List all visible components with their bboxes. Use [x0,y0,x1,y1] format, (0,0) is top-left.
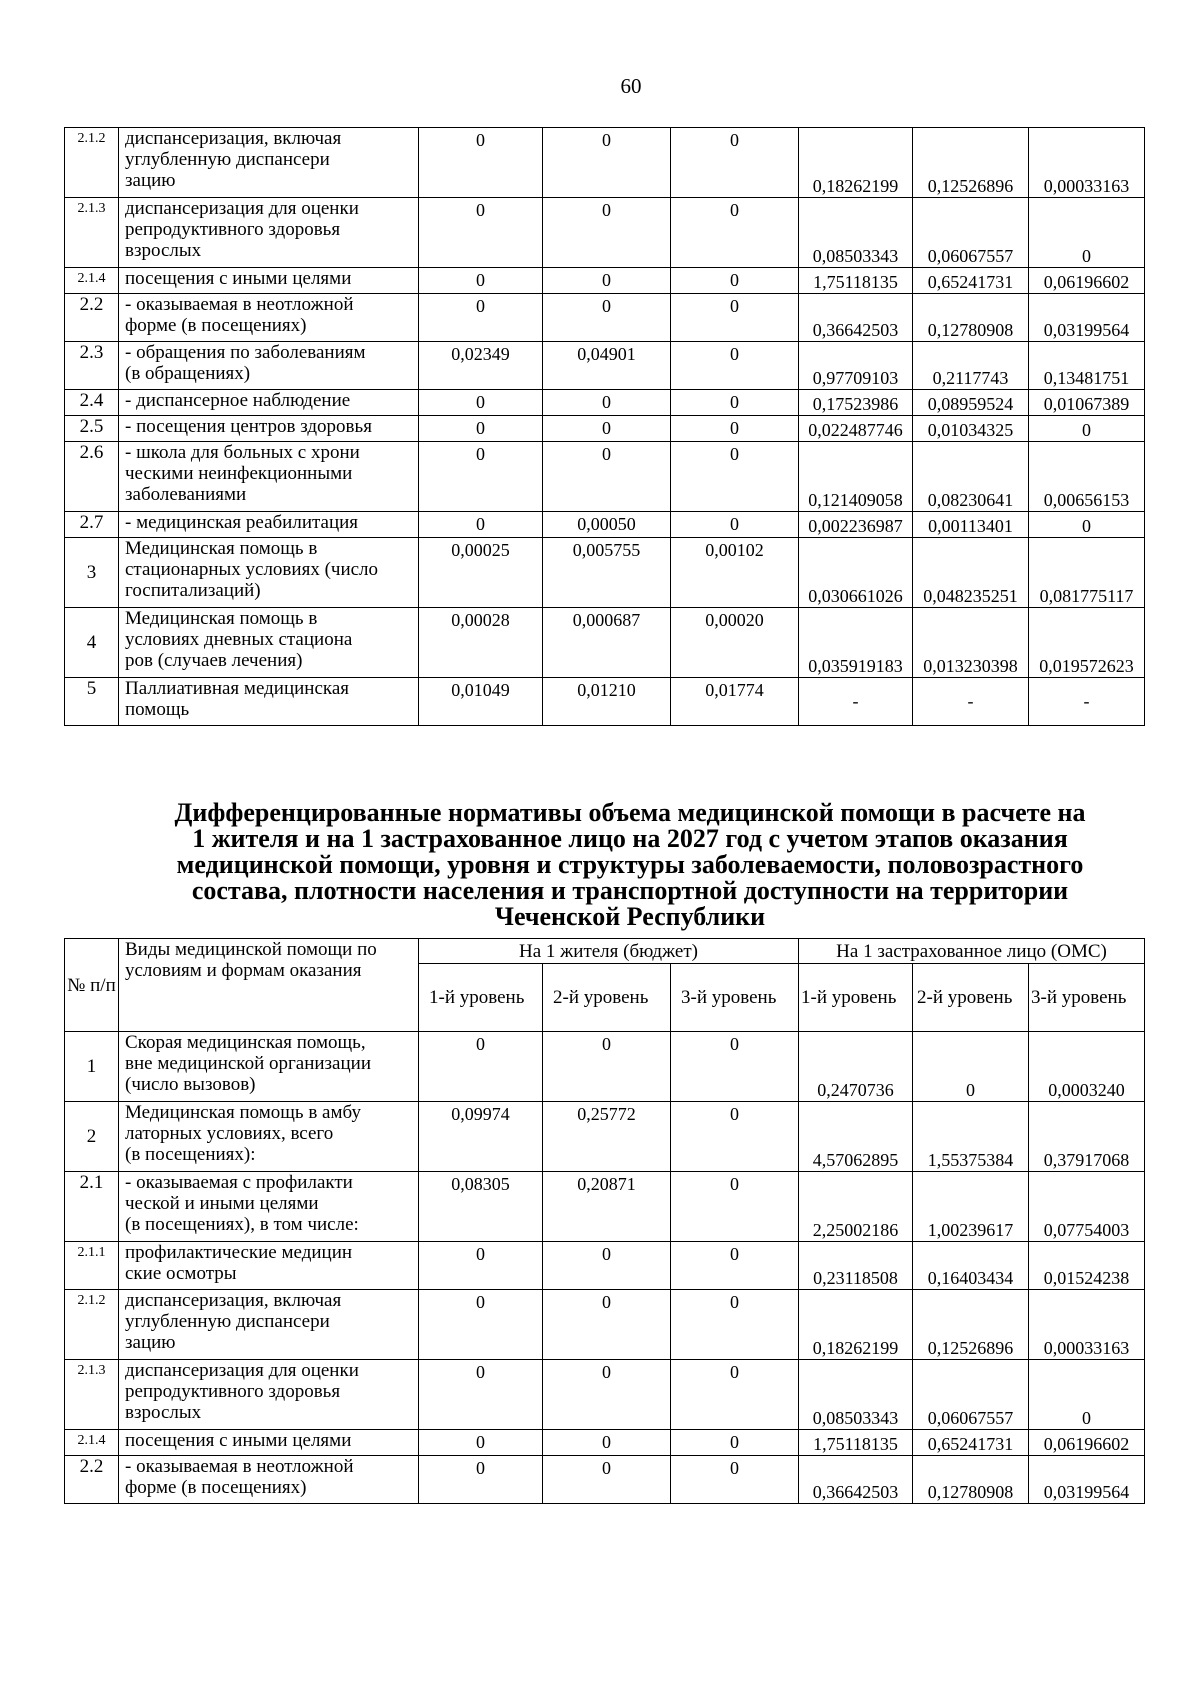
budget-level-1-value: 0,01049 [419,678,543,726]
budget-level-2-value: 0 [543,268,671,294]
budget-level-2-value: 0,005755 [543,538,671,608]
oms-level-1-value: 0,18262199 [799,128,913,198]
budget-level-2-value: 0 [543,1360,671,1430]
row-number: 2 [65,1102,119,1172]
row-number: 2.1.4 [65,268,119,294]
row-name [119,1430,419,1456]
budget-level-1-value: 0 [419,1360,543,1430]
row-name-line: стационарных условиях (число [125,559,379,580]
budget-level-1-value: 0 [419,1456,543,1504]
oms-level-2-value: 0,08959524 [913,390,1029,416]
row-number: 2.7 [65,512,119,538]
oms-level-3-value: 0,00033163 [1029,1290,1145,1360]
row-name-line: вне медицинской организации [125,1053,371,1074]
row-name-line: зацию [125,170,176,191]
table-row [65,678,1145,726]
oms-level-2-value: 1,00239617 [913,1172,1029,1242]
budget-level-1-value: 0 [419,1430,543,1456]
oms-level-1-value: 0,002236987 [799,512,913,538]
row-name [119,442,419,512]
budget-level-3-value: 0 [671,1360,799,1430]
oms-level-2-value: 0,06067557 [913,1360,1029,1430]
row-number: 2.1.2 [65,128,119,198]
budget-level-1-value: 0,08305 [419,1172,543,1242]
title-line: медицинской помощи, уровня и структуры заболеваемости, половозрастного [176,850,1084,879]
page-number: 60 [620,74,642,98]
oms-level-2-value: 0,12780908 [913,1456,1029,1504]
row-name-line: ские осмотры [125,1263,237,1284]
budget-level-3-value: 0,01774 [671,678,799,726]
oms-level-2-value: 0,12780908 [913,294,1029,342]
budget-level-2-value: 0,01210 [543,678,671,726]
oms-level-3-value: 0 [1029,416,1145,442]
table-row [65,128,1145,198]
row-name-line: ческими неинфекционными [125,463,353,484]
oms-level-1-value: 0,36642503 [799,1456,913,1504]
budget-level-2-value: 0 [543,198,671,268]
oms-level-1-value: - [799,678,913,726]
row-name [119,678,419,726]
row-name-line: - обращения по заболеваниям [125,342,366,363]
row-name-line: заболеваниями [125,484,247,505]
volume-table-2027 [64,938,1145,1504]
oms-level-3-value: 0,01524238 [1029,1242,1145,1290]
oms-level-1-value: 0,08503343 [799,198,913,268]
budget-level-1-value: 0 [419,198,543,268]
row-number: 2.1.4 [65,1430,119,1456]
table-row [65,608,1145,678]
row-name [119,390,419,416]
row-name [119,538,419,608]
row-name [119,1456,419,1504]
row-name-line: репродуктивного здоровья [125,219,341,240]
table-row [65,416,1145,442]
oms-level-1-value: 0,23118508 [799,1242,913,1290]
row-name-line: форме (в посещениях) [125,315,307,336]
budget-level-3-value: 0 [671,416,799,442]
row-name-line: Паллиативная медицинская [125,678,350,699]
oms-level-3-value: 0 [1029,198,1145,268]
table-row [65,512,1145,538]
oms-level-1-value: 0,17523986 [799,390,913,416]
budget-level-1-value: 0 [419,442,543,512]
table-row [65,1430,1145,1456]
volume-table-2026-continued [64,127,1145,726]
oms-level-3-value: 0,37917068 [1029,1102,1145,1172]
budget-level-1-value: 0 [419,512,543,538]
budget-level-2-value: 0 [543,416,671,442]
budget-level-1-value: 0 [419,416,543,442]
oms-level-2-value: 0,00113401 [913,512,1029,538]
row-number: 2.1.3 [65,198,119,268]
oms-level-2-value: 0,06067557 [913,198,1029,268]
header-budget-group: На 1 жителя (бюджет) [419,939,799,964]
budget-level-1-value: 0,00025 [419,538,543,608]
section-title [110,800,1150,930]
budget-level-1-value: 0 [419,390,543,416]
budget-level-2-value: 0,20871 [543,1172,671,1242]
oms-level-2-value: 0,16403434 [913,1242,1029,1290]
budget-level-2-value: 0 [543,1456,671,1504]
oms-level-1-value: 1,75118135 [799,1430,913,1456]
row-name-line: - медицинская реабилитация [125,512,359,533]
oms-level-2-value: 0,12526896 [913,128,1029,198]
oms-level-1-value: 1,75118135 [799,268,913,294]
header-oms-level-2: 2-й уровень [913,964,1029,1032]
budget-level-3-value: 0,00020 [671,608,799,678]
table-row [65,1172,1145,1242]
oms-level-3-value: 0 [1029,1360,1145,1430]
row-name-line: (в обращениях) [125,363,251,384]
budget-level-2-value: 0,04901 [543,342,671,390]
title-line: Чеченской Республики [494,902,766,931]
oms-level-2-value: 0 [913,1032,1029,1102]
row-name-line: (в посещениях): [125,1144,256,1165]
header-budget-level-3: 3-й уровень [671,964,799,1032]
row-number: 2.3 [65,342,119,390]
row-name-line: ческой и иными целями [125,1193,319,1214]
header-budget-level-1: 1-й уровень [419,964,543,1032]
row-name [119,1360,419,1430]
row-number: 2.1.1 [65,1242,119,1290]
budget-level-3-value: 0 [671,294,799,342]
budget-level-1-value: 0 [419,294,543,342]
header-oms-group: На 1 застрахованное лицо (ОМС) [799,939,1145,964]
header-num: № п/п [65,939,119,1032]
oms-level-1-value: 0,121409058 [799,442,913,512]
budget-level-3-value: 0,00102 [671,538,799,608]
row-name-line: латорных условиях, всего [125,1123,334,1144]
budget-level-3-value: 0 [671,1430,799,1456]
oms-level-1-value: 0,022487746 [799,416,913,442]
budget-level-1-value: 0 [419,268,543,294]
row-name-line: - диспансерное наблюдение [125,390,351,411]
budget-level-3-value: 0 [671,1172,799,1242]
oms-level-2-value: 0,013230398 [913,608,1029,678]
oms-level-2-value: 1,55375384 [913,1102,1029,1172]
oms-level-1-value: 2,25002186 [799,1172,913,1242]
table-row [65,442,1145,512]
budget-level-3-value: 0 [671,390,799,416]
budget-level-2-value: 0 [543,1032,671,1102]
row-name-line: условиях дневных стациона [125,629,353,650]
table-row [65,294,1145,342]
budget-level-2-value: 0 [543,294,671,342]
budget-level-2-value: 0,000687 [543,608,671,678]
row-name [119,1102,419,1172]
row-name-line: взрослых [125,1402,202,1423]
header-oms-level-3: 3-й уровень [1029,964,1145,1032]
row-name-line: госпитализаций) [125,580,261,601]
budget-level-3-value: 0 [671,512,799,538]
title-line: 1 жителя и на 1 застрахованное лицо на 2027 год с учетом этапов оказания [192,824,1068,853]
budget-level-2-value: 0,25772 [543,1102,671,1172]
budget-level-3-value: 0 [671,1290,799,1360]
row-name-line: - посещения центров здоровья [125,416,372,437]
budget-level-2-value: 0 [543,390,671,416]
row-name-line: ров (случаев лечения) [125,650,303,671]
budget-level-2-value: 0 [543,1430,671,1456]
row-number: 2.1 [65,1172,119,1242]
budget-level-3-value: 0 [671,268,799,294]
row-name-line: Медицинская помощь в амбу [125,1102,361,1123]
row-name [119,416,419,442]
budget-level-2-value: 0,00050 [543,512,671,538]
table-row [65,1032,1145,1102]
row-number: 1 [65,1032,119,1102]
budget-level-3-value: 0 [671,342,799,390]
row-name-line: диспансеризация для оценки [125,1360,359,1381]
header-name: Виды медицинской помощи по условиям и формам оказания [119,939,419,1032]
row-name-line: Медицинская помощь в [125,538,318,559]
table-row [65,538,1145,608]
oms-level-2-value: 0,08230641 [913,442,1029,512]
oms-level-1-value: 0,18262199 [799,1290,913,1360]
row-name [119,128,419,198]
row-number: 2.4 [65,390,119,416]
table-row [65,390,1145,416]
row-number: 2.1.2 [65,1290,119,1360]
row-name [119,294,419,342]
budget-level-1-value: 0 [419,1290,543,1360]
table-row [65,1360,1145,1430]
title-line: состава, плотности населения и транспортной доступности на территории [191,876,1069,905]
budget-level-1-value: 0 [419,128,543,198]
budget-level-3-value: 0 [671,442,799,512]
budget-level-2-value: 0 [543,1242,671,1290]
oms-level-3-value: 0,081775117 [1029,538,1145,608]
budget-level-3-value: 0 [671,1032,799,1102]
row-number: 3 [65,538,119,608]
row-name-line: взрослых [125,240,202,261]
budget-level-3-value: 0 [671,198,799,268]
row-number: 2.5 [65,416,119,442]
row-name-line: репродуктивного здоровья [125,1381,341,1402]
row-name-line: Скорая медицинская помощь, [125,1032,366,1053]
row-name-line: - школа для больных с хрони [125,442,360,463]
oms-level-2-value: 0,01034325 [913,416,1029,442]
table-row [65,268,1145,294]
row-number: 2.2 [65,1456,119,1504]
budget-level-1-value: 0 [419,1032,543,1102]
oms-level-1-value: 0,36642503 [799,294,913,342]
row-name [119,1290,419,1360]
row-name-line: диспансеризация, включая [125,128,342,149]
row-name [119,268,419,294]
table-row [65,1290,1145,1360]
oms-level-3-value: 0,07754003 [1029,1172,1145,1242]
oms-level-1-value: 0,08503343 [799,1360,913,1430]
budget-level-3-value: 0 [671,1242,799,1290]
row-name-line: диспансеризация для оценки [125,198,359,219]
budget-level-2-value: 0 [543,128,671,198]
oms-level-3-value: - [1029,678,1145,726]
row-name-line: (в посещениях), в том числе: [125,1214,359,1235]
oms-level-2-value: 0,048235251 [913,538,1029,608]
oms-level-3-value: 0,06196602 [1029,1430,1145,1456]
oms-level-1-value: 0,97709103 [799,342,913,390]
table-row [65,342,1145,390]
row-name [119,342,419,390]
budget-level-1-value: 0,02349 [419,342,543,390]
row-name [119,1242,419,1290]
header-oms-level-1: 1-й уровень [799,964,913,1032]
row-number: 2.2 [65,294,119,342]
oms-level-3-value: 0,03199564 [1029,294,1145,342]
oms-level-1-value: 0,030661026 [799,538,913,608]
oms-level-3-value: 0,0003240 [1029,1032,1145,1102]
budget-level-1-value: 0,00028 [419,608,543,678]
row-name-line: посещения с иными целями [125,1430,352,1451]
row-name [119,198,419,268]
oms-level-2-value: 0,2117743 [913,342,1029,390]
oms-level-3-value: 0,01067389 [1029,390,1145,416]
oms-level-3-value: 0,03199564 [1029,1456,1145,1504]
row-name [119,608,419,678]
title-line: Дифференцированные нормативы объема медицинской помощи в расчете на [174,798,1086,827]
row-name-line: углубленную диспансери [125,1311,330,1332]
table-row [65,198,1145,268]
row-name-line: посещения с иными целями [125,268,352,289]
row-name-line: Медицинская помощь в [125,608,318,629]
oms-level-3-value: 0,019572623 [1029,608,1145,678]
row-name-line: зацию [125,1332,176,1353]
table-row [65,1242,1145,1290]
row-name-line: - оказываемая с профилакти [125,1172,353,1193]
row-name-line: - оказываемая в неотложной [125,1456,354,1477]
oms-level-2-value: 0,12526896 [913,1290,1029,1360]
budget-level-3-value: 0 [671,1102,799,1172]
budget-level-2-value: 0 [543,442,671,512]
row-name [119,1172,419,1242]
header-budget-level-2: 2-й уровень [543,964,671,1032]
row-name-line: профилактические медицин [125,1242,353,1263]
row-name [119,1032,419,1102]
oms-level-3-value: 0,00033163 [1029,128,1145,198]
oms-level-3-value: 0,06196602 [1029,268,1145,294]
oms-level-1-value: 0,2470736 [799,1032,913,1102]
row-number: 5 [65,678,119,726]
row-name-line: (число вызовов) [125,1074,256,1095]
oms-level-3-value: 0,13481751 [1029,342,1145,390]
oms-level-1-value: 4,57062895 [799,1102,913,1172]
budget-level-1-value: 0,09974 [419,1102,543,1172]
table-row [65,1102,1145,1172]
budget-level-3-value: 0 [671,1456,799,1504]
row-number: 2.6 [65,442,119,512]
budget-level-2-value: 0 [543,1290,671,1360]
oms-level-3-value: 0 [1029,512,1145,538]
oms-level-2-value: 0,65241731 [913,268,1029,294]
oms-level-2-value: - [913,678,1029,726]
row-name-line: углубленную диспансери [125,149,330,170]
oms-level-1-value: 0,035919183 [799,608,913,678]
row-name-line: диспансеризация, включая [125,1290,342,1311]
row-name-line: помощь [125,699,190,720]
row-name [119,512,419,538]
row-number: 4 [65,608,119,678]
row-number: 2.1.3 [65,1360,119,1430]
budget-level-1-value: 0 [419,1242,543,1290]
oms-level-2-value: 0,65241731 [913,1430,1029,1456]
row-name-line: - оказываемая в неотложной [125,294,354,315]
row-name-line: форме (в посещениях) [125,1477,307,1498]
oms-level-3-value: 0,00656153 [1029,442,1145,512]
budget-level-3-value: 0 [671,128,799,198]
table-row [65,1456,1145,1504]
